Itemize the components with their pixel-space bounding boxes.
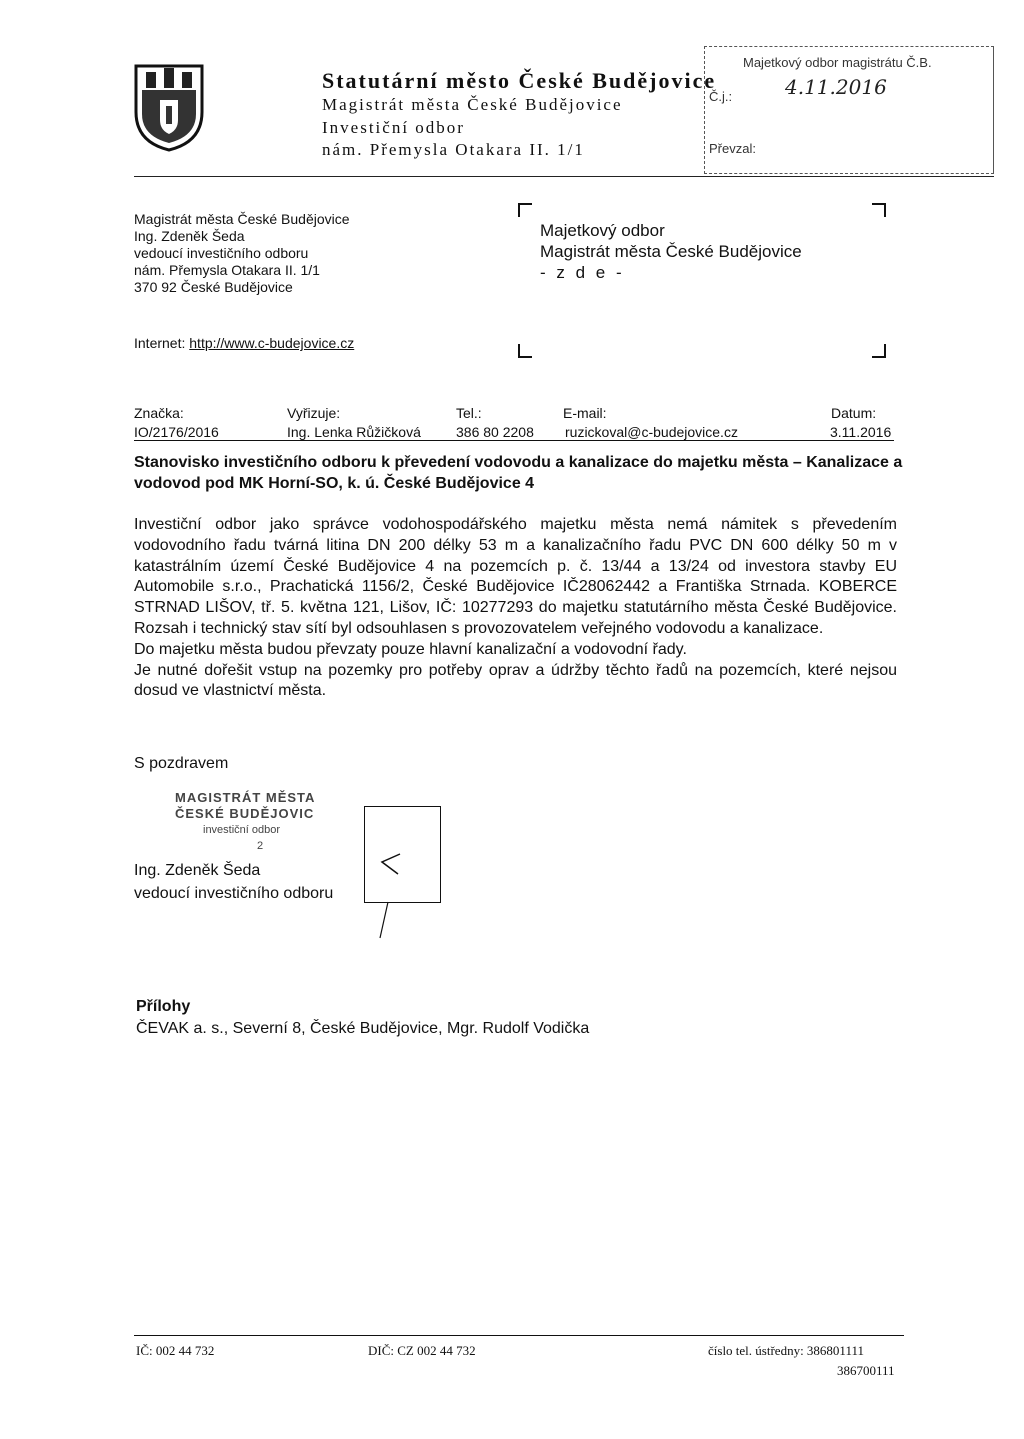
- signature-block: [134, 859, 333, 905]
- office-stamp: [175, 790, 315, 854]
- office-stamp-line: MAGISTRÁT MĚSTA: [175, 790, 316, 805]
- body-paragraph: Je nutné dořešit vstup na pozemky pro potřeby oprav a údržby těchto řadů na pozemcích, které nejsou dosud ve vlastnictví města.: [134, 661, 897, 700]
- vyrizuje-label: Vyřizuje:: [287, 405, 341, 421]
- recipient-address: [540, 220, 802, 283]
- received-stamp: [704, 46, 994, 174]
- footer-phone: číslo tel. ústředny: 386801111: [708, 1343, 864, 1358]
- sender-line: Magistrát města České Budějovice: [134, 211, 350, 227]
- window-corner: [872, 203, 886, 217]
- reference-underline: [134, 440, 894, 441]
- tel-label: Tel.:: [456, 405, 482, 421]
- tel-value: 386 80 2208: [456, 424, 534, 440]
- signer-name: Ing. Zdeněk Šeda: [134, 862, 261, 879]
- city-coat-of-arms-icon: [132, 60, 206, 152]
- znacka-value: IO/2176/2016: [134, 424, 219, 440]
- znacka-label: Značka:: [134, 405, 184, 421]
- letterhead-department: Investiční odbor: [322, 118, 465, 137]
- stamp-prevzal-label: Převzal:: [709, 141, 756, 156]
- office-stamp-line: investiční odbor: [203, 824, 281, 836]
- sender-line: Ing. Zdeněk Šeda: [134, 228, 245, 244]
- datum-value: 3.11.2016: [830, 424, 892, 440]
- vyrizuje-value: Ing. Lenka Růžičková: [287, 424, 421, 440]
- website-link[interactable]: http://www.c-budejovice.cz: [189, 335, 355, 351]
- email-label: E-mail:: [563, 405, 607, 421]
- window-corner: [518, 344, 532, 358]
- letter-subject: Stanovisko investičního odboru k převedení vodovodu a kanalizace do majetku města – Kanalizace a vodovod pod MK Horní-SO, k. ú. České Budějovice 4: [134, 454, 903, 492]
- attachment-item: ČEVAK a. s., Severní 8, České Budějovice, Mgr. Rudolf Vodička: [136, 1020, 590, 1037]
- internet-label: Internet:: [134, 335, 186, 351]
- letterhead-divider: [134, 176, 994, 177]
- internet-line: [134, 335, 354, 351]
- email-value: ruzickoval@c-budejovice.cz: [565, 424, 738, 440]
- signature-stroke: [370, 850, 410, 940]
- stamp-cj-label: Č.j.:: [709, 89, 733, 104]
- letter-body: [134, 515, 897, 702]
- office-stamp-line: ČESKÉ BUDĚJOVIC: [175, 806, 315, 821]
- letterhead-address: nám. Přemysla Otakara II. 1/1: [322, 140, 585, 159]
- window-corner: [872, 344, 886, 358]
- footer-dic: DIČ: CZ 002 44 732: [368, 1343, 476, 1358]
- recipient-line: - z d e -: [540, 263, 625, 282]
- letterhead-magistrat: Magistrát města České Budějovice: [322, 95, 623, 114]
- sender-line: 370 92 České Budějovice: [134, 279, 293, 295]
- window-corner: [518, 203, 532, 217]
- stamp-office: Majetkový odbor magistrátu Č.B.: [743, 55, 932, 70]
- sender-line: vedoucí investičního odboru: [134, 245, 309, 261]
- letterhead-title: Statutární město České Budějovice: [322, 68, 717, 93]
- stamp-date: 4.11.2016: [785, 75, 887, 99]
- signer-title: vedoucí investičního odboru: [134, 885, 334, 902]
- datum-label: Datum:: [831, 405, 877, 421]
- recipient-line: Majetkový odbor: [540, 221, 665, 240]
- sender-address: [134, 211, 350, 296]
- body-paragraph: Investiční odbor jako správce vodohospodářského majetku města nemá námitek s převedením vodovodního řadu tvárná litina DN 200 délky 53 m a kanalizačního řadu PVC DN 600 délky 50 m v katastrálním území České Budějovice 4 na pozemcích p. č. 13/44 a 13/24 od investora stavby EU Automobile s.r.o., Prachatická 1156/2, České Budějovice IČ28062442 a Františka Strnada. KOBERCE STRNAD LIŠOV, tř. 5. května 121, Lišov, IČ: 10277293 do majetku statutárního města České Budějovice. Rozsah i technický stav sítí byl odsouhlasen s provozovatelem veřejného vodovodu a kanalizace.: [134, 516, 897, 637]
- footer-phone-2: 386700111: [837, 1363, 895, 1378]
- recipient-line: Magistrát města České Budějovice: [540, 242, 802, 261]
- greeting: S pozdravem: [134, 755, 229, 772]
- body-paragraph: Do majetku města budou převzaty pouze hlavní kanalizační a vodovodní řady.: [134, 640, 687, 658]
- footer-divider: [134, 1335, 904, 1336]
- attachments-heading: Přílohy: [136, 998, 191, 1015]
- footer-ic: IČ: 002 44 732: [136, 1343, 215, 1358]
- office-stamp-line: 2: [257, 840, 264, 852]
- sender-line: nám. Přemysla Otakara II. 1/1: [134, 262, 320, 278]
